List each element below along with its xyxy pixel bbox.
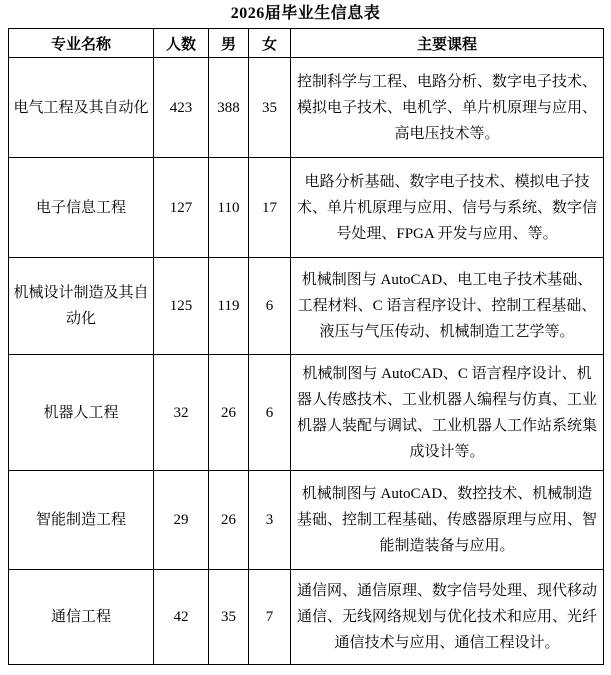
header-female: 女 xyxy=(249,29,291,58)
total-cell: 127 xyxy=(154,158,209,258)
header-courses: 主要课程 xyxy=(291,29,604,58)
male-cell: 26 xyxy=(209,355,249,471)
table-row xyxy=(9,258,604,355)
courses-cell: 通信网、通信原理、数字信号处理、现代移动通信、无线网络规划与优化技术和应用、光纤通信技术与应用、通信工程设计。 xyxy=(291,570,604,665)
major-cell: 通信工程 xyxy=(9,570,154,665)
female-cell: 35 xyxy=(249,58,291,158)
major-cell: 电气工程及其自动化 xyxy=(9,58,154,158)
male-cell: 110 xyxy=(209,158,249,258)
female-cell: 6 xyxy=(249,355,291,471)
header-major: 专业名称 xyxy=(9,29,154,58)
major-cell: 电子信息工程 xyxy=(9,158,154,258)
major-cell: 机械设计制造及其自动化 xyxy=(9,258,154,355)
graduate-info-table xyxy=(8,28,604,665)
table-row xyxy=(9,158,604,258)
table-row xyxy=(9,355,604,471)
female-cell: 7 xyxy=(249,570,291,665)
table-row xyxy=(9,471,604,570)
courses-cell: 电路分析基础、数字电子技术、模拟电子技术、单片机原理与应用、信号与系统、数字信号处理、FPGA 开发与应用、等。 xyxy=(291,158,604,258)
male-cell: 388 xyxy=(209,58,249,158)
courses-cell: 机械制图与 AutoCAD、电工电子技术基础、工程材料、C 语言程序设计、控制工程基础、液压与气压传动、机械制造工艺学等。 xyxy=(291,258,604,355)
major-cell: 智能制造工程 xyxy=(9,471,154,570)
male-cell: 35 xyxy=(209,570,249,665)
courses-cell: 控制科学与工程、电路分析、数字电子技术、模拟电子技术、电机学、单片机原理与应用、高电压技术等。 xyxy=(291,58,604,158)
page-title: 2026届毕业生信息表 xyxy=(230,5,381,22)
total-cell: 423 xyxy=(154,58,209,158)
total-cell: 32 xyxy=(154,355,209,471)
courses-cell: 机械制图与 AutoCAD、C 语言程序设计、机器人传感技术、工业机器人编程与仿真、工业机器人装配与调试、工业机器人工作站系统集成设计等。 xyxy=(291,355,604,471)
table-header-row xyxy=(9,29,604,58)
male-cell: 119 xyxy=(209,258,249,355)
courses-cell: 机械制图与 AutoCAD、数控技术、机械制造基础、控制工程基础、传感器原理与应用、智能制造装备与应用。 xyxy=(291,471,604,570)
total-cell: 125 xyxy=(154,258,209,355)
total-cell: 42 xyxy=(154,570,209,665)
female-cell: 3 xyxy=(249,471,291,570)
male-cell: 26 xyxy=(209,471,249,570)
female-cell: 17 xyxy=(249,158,291,258)
header-total: 人数 xyxy=(154,29,209,58)
table-row xyxy=(9,570,604,665)
table-row xyxy=(9,58,604,158)
total-cell: 29 xyxy=(154,471,209,570)
major-cell: 机器人工程 xyxy=(9,355,154,471)
header-male: 男 xyxy=(209,29,249,58)
female-cell: 6 xyxy=(249,258,291,355)
